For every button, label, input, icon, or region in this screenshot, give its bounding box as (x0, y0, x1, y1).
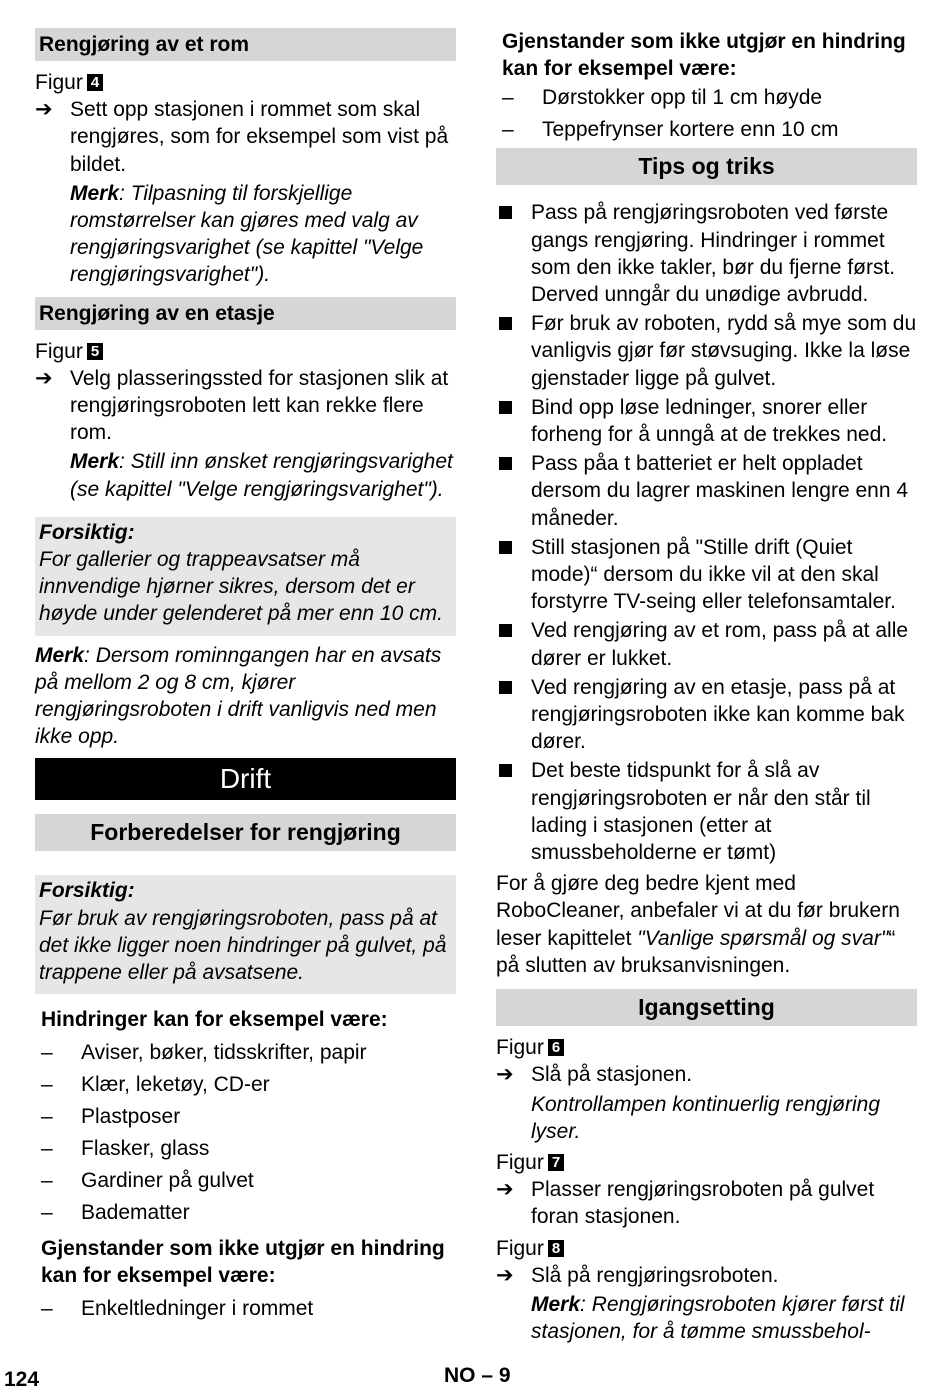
list-item (502, 116, 917, 143)
list-item-text: Gardiner på gulvet (81, 1169, 254, 1193)
tip-item (496, 534, 917, 616)
tip-text: Før bruk av roboten, rydd så mye som du vanligvis gjør før støvsuging. Ikke la løse gjenstader ligge på gulvet. (531, 312, 917, 390)
arrow-right-icon: ➔ (496, 1063, 514, 1087)
room-cleaning-heading: Rengjøring av et rom (35, 28, 456, 61)
tip-item (496, 199, 917, 308)
instruction-text: Slå på rengjøringsroboten. (531, 1263, 779, 1287)
paragraph-text: For å gjøre deg bedre kjent med RoboCleaner, anbefaler vi at du før brukern leser kapittelet (496, 872, 900, 950)
non-obstacles-heading-continued: Gjenstander som ikke utgjør en hindring kan for eksempel være: (502, 30, 906, 81)
list-item (41, 1295, 456, 1322)
non-obstacles-heading: Gjenstander som ikke utgjør en hindring kan for eksempel være: (41, 1236, 445, 1287)
note-text: : Still inn ønsket rengjøringsvarighet (se kapittel "Velge rengjøringsvarighet"). (70, 450, 453, 501)
left-column (35, 28, 456, 1327)
list-item-text: Flasker, glass (81, 1137, 210, 1161)
note: Kontrollampen kontinuerlig rengjøring lyser. (531, 1092, 881, 1143)
figure-label: Figur (496, 1150, 544, 1174)
instruction-step (35, 96, 456, 178)
tip-item (496, 450, 917, 532)
figure-ref-6 (496, 1034, 917, 1061)
tip-text: Pass påa t batteriet er helt oppladet dersom du lagrer maskinen lengre enn 4 måneder. (531, 452, 909, 530)
instruction-text: Sett opp stasjonen i rommet som skal rengjøres, som for eksempel som vist på bildet. (70, 98, 449, 176)
dash-bullet: – (41, 1073, 53, 1097)
figure-label: Figur (35, 339, 83, 363)
tip-item (496, 394, 917, 448)
note-threshold (35, 642, 456, 751)
note-label: Merk (70, 450, 120, 474)
caution-box-obstacles (35, 875, 456, 994)
language-page-label: NO – 9 (444, 1364, 511, 1387)
caution-title: Forsiktig: (39, 520, 135, 544)
figure-number-badge: 4 (87, 74, 103, 91)
list-item-text: Badematter (81, 1201, 190, 1225)
tip-item (496, 757, 917, 866)
list-item (41, 1103, 456, 1130)
list-item (41, 1135, 456, 1162)
arrow-right-icon: ➔ (496, 1263, 514, 1287)
square-bullet-icon (499, 401, 512, 414)
figure-number-badge: 5 (87, 343, 103, 360)
instruction-step (496, 1061, 917, 1088)
list-item-text: Dørstokker opp til 1 cm høyde (542, 86, 823, 110)
list-item (41, 1167, 456, 1194)
dash-bullet: – (41, 1105, 53, 1129)
tip-text: Pass på rengjøringsroboten ved første gangs rengjøring. Hindringer i rommet som den ikke takler, bør du fjerne først. Derved unngår du unødige avbrudd. (531, 201, 896, 307)
preparation-heading: Forberedelser for rengjøring (35, 814, 456, 851)
tip-text: Still stasjonen på "Stille drift (Quiet mode)“ dersom du ikke vil at den skal forstyrre TV-seing eller telefonsamtaler. (531, 535, 896, 614)
figure-label: Figur (35, 71, 83, 94)
closing-paragraph (496, 870, 917, 979)
tip-item (496, 310, 917, 392)
note-label: Merk (35, 643, 85, 667)
list-item-text: Teppefrynser kortere enn 10 cm (542, 118, 839, 142)
page-number: 124 (4, 1368, 40, 1391)
square-bullet-icon (499, 541, 512, 554)
startup-heading: Igangsetting (496, 989, 917, 1026)
paragraph-italic-text: "Vanlige spørsmål og svar" (637, 926, 889, 950)
instruction-step (35, 365, 456, 447)
arrow-right-icon: ➔ (35, 98, 53, 122)
dash-bullet: – (41, 1137, 53, 1161)
list-item-text: Plastposer (81, 1105, 181, 1129)
figure-ref-5 (35, 338, 456, 365)
instruction-step (496, 1262, 917, 1289)
square-bullet-icon (499, 457, 512, 470)
note-label: Merk (70, 181, 120, 205)
square-bullet-icon (499, 681, 512, 694)
note-label: Merk (531, 1292, 581, 1316)
dash-bullet: – (502, 118, 514, 142)
obstacles-list (41, 1039, 456, 1226)
note-text: : Rengjøringsroboten kjører først til stasjonen, for å tømme smussbehol- (531, 1292, 905, 1344)
list-item-text: Aviser, bøker, tidsskrifter, papir (81, 1041, 367, 1065)
figure-label: Figur (496, 1036, 544, 1060)
list-item (502, 84, 917, 111)
square-bullet-icon (499, 624, 512, 637)
dash-bullet: – (41, 1297, 53, 1321)
dash-bullet: – (41, 1041, 53, 1065)
figure-ref-8 (496, 1235, 917, 1262)
caution-title: Forsiktig: (39, 879, 135, 903)
instruction-text: Velg plasseringssted for stasjonen slik at rengjøringsroboten lett kan rekke flere rom. (70, 366, 449, 445)
square-bullet-icon (499, 317, 512, 330)
non-obstacles-list-continued (502, 84, 917, 143)
instruction-text: Plasser rengjøringsroboten på gulvet foran stasjonen. (531, 1178, 875, 1229)
tip-item (496, 617, 917, 671)
caution-text: Før bruk av rengjøringsroboten, pass på at det ikke ligger noen hindringer på gulvet, på trappene eller på avsatsene. (39, 906, 447, 985)
caution-box-galleries (35, 517, 456, 636)
figure-number-badge: 6 (548, 1039, 564, 1056)
tip-text: Ved rengjøring av en etasje, pass på at rengjøringsroboten ikke kan komme bak dører. (531, 675, 905, 754)
figure-number-badge: 7 (548, 1154, 564, 1171)
right-column (496, 28, 917, 1345)
note (35, 180, 456, 289)
arrow-right-icon: ➔ (496, 1178, 514, 1202)
dash-bullet: – (502, 86, 514, 110)
dash-bullet: – (41, 1201, 53, 1225)
note (496, 1291, 917, 1345)
paragraph-text: “ på slutten av bruksanvisningen. (496, 926, 896, 977)
dash-bullet: – (41, 1169, 53, 1193)
arrow-right-icon: ➔ (35, 366, 53, 390)
list-item-text: Enkeltledninger i rommet (81, 1297, 314, 1321)
square-bullet-icon (499, 206, 512, 219)
obstacles-heading: Hindringer kan for eksempel være: (41, 1008, 388, 1032)
square-bullet-icon (499, 764, 512, 777)
instruction-text: Slå på stasjonen. (531, 1063, 693, 1087)
tip-item (496, 674, 917, 756)
floor-cleaning-heading: Rengjøring av en etasje (35, 297, 456, 330)
tip-text: Ved rengjøring av et rom, pass på at alle dører er lukket. (531, 619, 909, 670)
figure-number-badge: 8 (548, 1240, 564, 1257)
note-text: : Tilpasning til forskjellige romstørrelser kan gjøres med valg av rengjøringsvarighet (se kapittel "Velge rengjøringsvarighet"). (70, 181, 424, 287)
tips-heading: Tips og triks (496, 148, 917, 185)
list-item-text: Klær, leketøy, CD-er (81, 1073, 270, 1097)
list-item (41, 1199, 456, 1226)
instruction-step (496, 1176, 917, 1230)
figure-ref-7 (496, 1149, 917, 1176)
note (35, 448, 456, 502)
list-item (41, 1039, 456, 1066)
caution-text: For gallerier og trappeavsatser må innvendige hjørner sikres, dersom det er høyde under gelenderet på mer enn 10 cm. (39, 548, 443, 626)
note-text: : Dersom rominngangen har en avsats på mellom 2 og 8 cm, kjører rengjøringsroboten i drift vanligvis ned men ikke opp. (35, 643, 442, 749)
tips-list (496, 199, 917, 866)
tip-text: Det beste tidspunkt for å slå av rengjøringsroboten er når den står til lading i stasjonen (etter at smussbeholderne er tømt) (531, 759, 871, 865)
non-obstacles-list (41, 1295, 456, 1322)
figure-ref-4 (35, 69, 456, 96)
figure-label: Figur (496, 1236, 544, 1260)
chapter-title-drift: Drift (35, 758, 456, 800)
tip-text: Bind opp løse ledninger, snorer eller forheng for å unngå at de trekkes ned. (531, 395, 888, 447)
list-item (41, 1071, 456, 1098)
